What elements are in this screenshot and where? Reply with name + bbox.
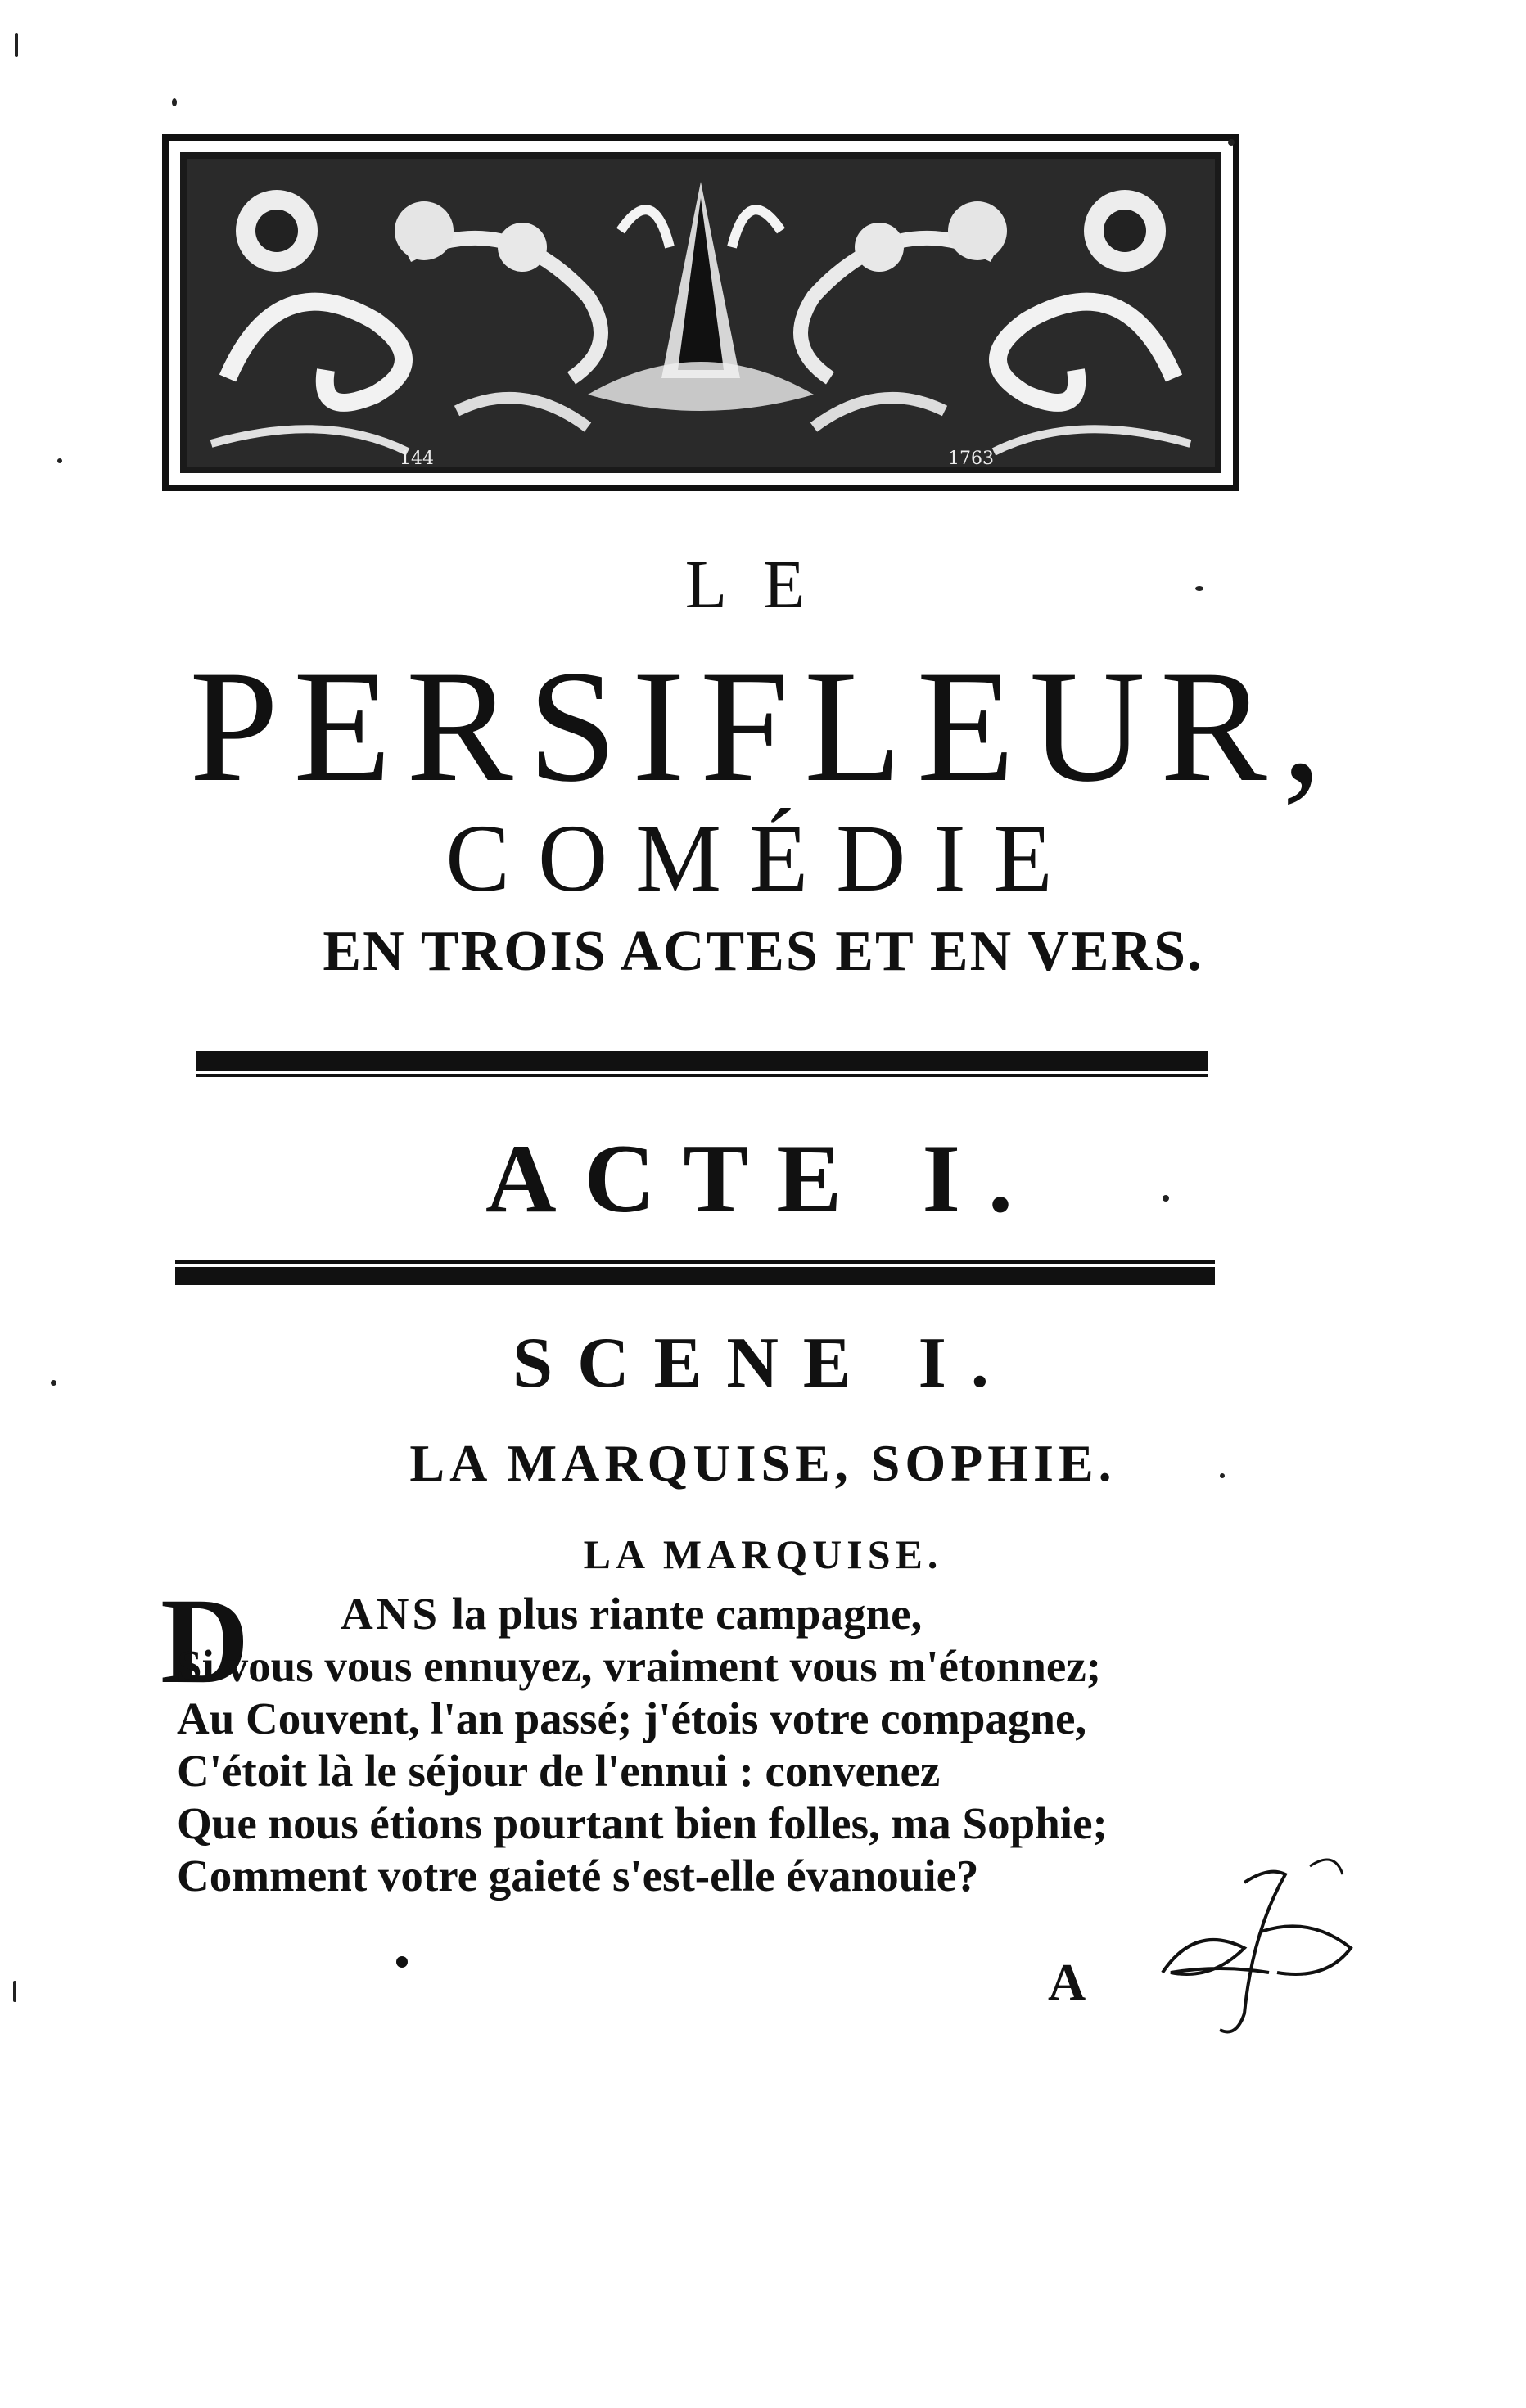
rule-divider-bottom xyxy=(175,1257,1215,1288)
signature-letter: A xyxy=(1048,1953,1086,2011)
verse-line: Comment votre gaieté s'est-elle évanouie? xyxy=(177,1851,979,1901)
paper-speck xyxy=(172,98,177,106)
verse-line: Au Couvent, l'an passé; j'étois votre compagne, xyxy=(177,1693,1087,1743)
ornamental-headpiece xyxy=(162,133,1239,493)
title-article: LE xyxy=(684,547,842,623)
headpiece-ornament-icon xyxy=(162,133,1239,493)
paper-speck xyxy=(51,1380,56,1386)
scene-heading: SCENE I. xyxy=(512,1323,1014,1403)
drop-cap: D xyxy=(160,1573,250,1709)
paper-speck xyxy=(1220,1473,1225,1478)
verse-line: Que nous étions pourtant bien folles, ma Sophie; xyxy=(177,1798,1108,1848)
paper-speck xyxy=(57,458,62,463)
title-subtitle: EN TROIS ACTES ET EN VERS. xyxy=(323,920,1203,983)
verse-block xyxy=(177,1588,1274,1902)
handwritten-flourish xyxy=(1146,1850,1367,2046)
verse-line: Si vous vous ennuyez, vraiment vous m'étonnez; xyxy=(177,1641,1102,1691)
first-word-rest: ANS xyxy=(341,1589,441,1639)
verse-line-first xyxy=(177,1588,1274,1640)
paper-speck xyxy=(1163,1195,1169,1202)
paper-speck xyxy=(1228,139,1235,146)
speaker-name: LA MARQUISE. xyxy=(583,1531,943,1577)
scene-characters: LA MARQUISE, SOPHIE. xyxy=(409,1434,1117,1492)
engraved-right: 1763 xyxy=(948,449,994,469)
handwriting-icon xyxy=(1146,1850,1367,2046)
paper-speck xyxy=(13,1981,16,2002)
engraved-left: 144 xyxy=(400,449,434,469)
title-main: PERSIFLEUR, xyxy=(189,638,1337,815)
title-genre: COMÉDIE xyxy=(445,805,1081,912)
rule-divider-top xyxy=(196,1049,1208,1080)
double-rule-icon xyxy=(196,1049,1208,1080)
first-line-text: la plus riante campagne, xyxy=(440,1589,923,1639)
verse-line: C'étoit là le séjour de l'ennui : convenez xyxy=(177,1746,941,1796)
paper-speck xyxy=(15,33,18,57)
printer-mark xyxy=(396,1956,408,1968)
paper-speck xyxy=(1195,586,1203,591)
act-heading: ACTE I. xyxy=(485,1124,1041,1233)
double-rule-icon xyxy=(175,1257,1215,1288)
